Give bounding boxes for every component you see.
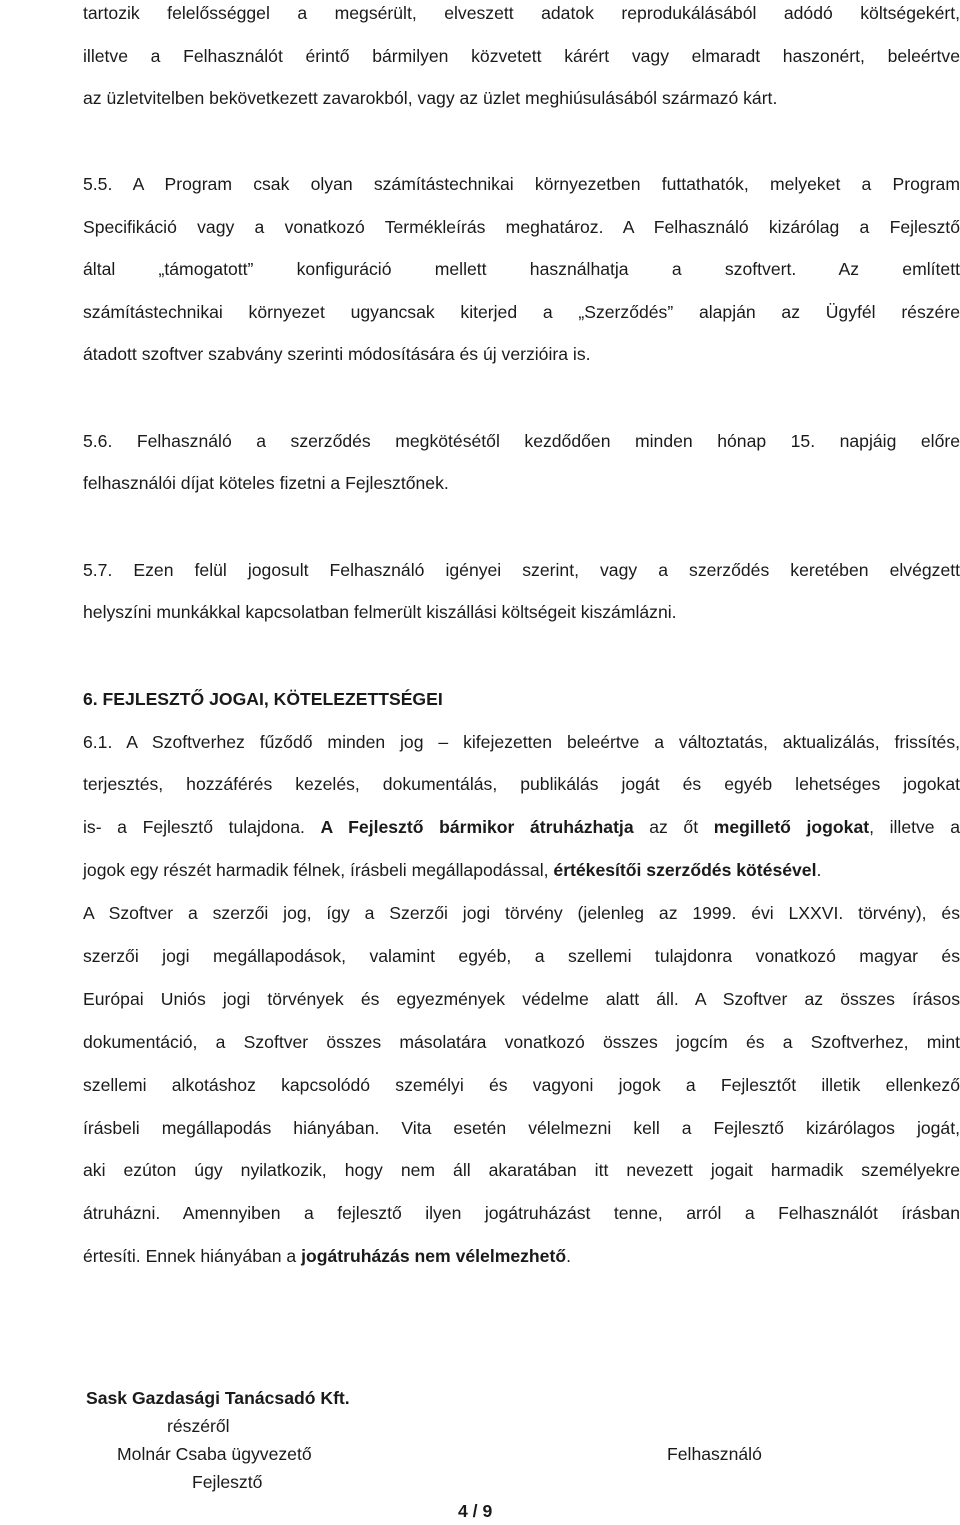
section-6-1-line: terjesztés, hozzáférés kezelés, dokumentálás, publikálás jogát és egyéb lehetséges jogokat (83, 774, 960, 794)
section-5-5-line: által „támogatott” konfiguráció mellett használhatja a szoftvert. Az említett (83, 259, 960, 279)
bold-span: A Fejlesztő bármikor átruházhatja (320, 817, 634, 837)
section-5-5-line: 5.5. A Program csak olyan számítástechnikai környezetben futtathatók, melyeket a Program (83, 174, 960, 194)
section-5-5-line: Specifikáció vagy a vonatkozó Termékleírás meghatároz. A Felhasználó kizárólag a Fejlesztő (83, 217, 960, 237)
text-span: is- a Fejlesztő tulajdona. (83, 817, 321, 837)
section-6-1-line: A Szoftver a szerzői jog, így a Szerzői jogi törvény (jelenleg az 1999. évi LXXVI. törvény), és (83, 903, 960, 923)
text-span: . (566, 1246, 571, 1266)
section-6-1-line (83, 816, 960, 838)
section-6-1-line: átruházni. Amennyiben a fejlesztő ilyen jogátruházást tenne, arról a Felhasználót írásban (83, 1203, 960, 1223)
section-5-5-line: számítástechnikai környezet ugyancsak kiterjed a „Szerződés” alapján az Ügyfél részére (83, 302, 960, 322)
bold-span: megillető jogokat (713, 817, 870, 837)
signature-role-developer: Fejlesztő (192, 1472, 263, 1492)
page-number: 4 / 9 (458, 1501, 493, 1521)
section-6-heading: 6. FEJLESZTŐ JOGAI, KÖTELEZETTSÉGEI (83, 689, 443, 709)
section-5-7-line: helyszíni munkákkal kapcsolatban felmerült kiszállási költségeit kiszámlázni. (83, 602, 677, 622)
text-line: tartozik felelősséggel a megsérült, elveszett adatok reprodukálásából adódó költségekért, (83, 3, 960, 23)
section-5-7-line: 5.7. Ezen felül jogosult Felhasználó igényei szerint, vagy a szerződés keretében elvégzett (83, 560, 960, 580)
signature-company: Sask Gazdasági Tanácsadó Kft. (86, 1388, 350, 1408)
section-6-1-line (83, 859, 960, 881)
bold-span: értékesítői szerződés kötésével (553, 860, 817, 880)
text-span: , illetve a (869, 817, 960, 837)
section-6-1-line: 6.1. A Szoftverhez fűződő minden jog – kifejezetten beleértve a változtatás, aktualizálás, frissítés, (83, 732, 960, 752)
section-6-1-line: szerzői jogi megállapodások, valamint egyéb, a szellemi tulajdonra vonatkozó magyar és (83, 946, 960, 966)
section-5-6-line: 5.6. Felhasználó a szerződés megkötésétől kezdődően minden hónap 15. napjáig előre (83, 431, 960, 451)
text-span: az őt (633, 817, 714, 837)
text-span: jogok egy részét harmadik félnek, írásbeli megállapodással, (83, 860, 554, 880)
section-6-1-line (83, 1245, 960, 1267)
section-5-5-line: átadott szoftver szabvány szerinti módosítására és új verzióira is. (83, 344, 591, 364)
text-line: illetve a Felhasználót érintő bármilyen közvetett kárért vagy elmaradt haszonért, beleértve (83, 46, 960, 66)
signature-on-behalf: részéről (167, 1416, 230, 1436)
bold-span: jogátruházás nem vélelmezhető (301, 1246, 567, 1266)
signature-signer: Molnár Csaba ügyvezető (117, 1444, 312, 1464)
text-line: az üzletvitelben bekövetkezett zavarokból, vagy az üzlet meghiúsulásából származó kárt. (83, 88, 778, 108)
section-6-1-line: aki ezúton úgy nyilatkozik, hogy nem áll akaratában itt nevezett jogait harmadik személyekre (83, 1160, 960, 1180)
signature-role-user: Felhasználó (667, 1444, 762, 1464)
section-6-1-line: Európai Uniós jogi törvények és egyezmények védelme alatt áll. A Szoftver az összes írásos (83, 989, 960, 1009)
section-6-1-line: dokumentáció, a Szoftver összes másolatára vonatkozó összes jogcím és a Szoftverhez, mint (83, 1032, 960, 1052)
text-span: . (816, 860, 822, 880)
text-span: értesíti. Ennek hiányában a (83, 1246, 302, 1266)
section-5-6-line: felhasználói díjat köteles fizetni a Fejlesztőnek. (83, 473, 449, 493)
section-6-1-line: írásbeli megállapodás hiányában. Vita esetén vélelmezni kell a Fejlesztő kizárólagos jogát, (83, 1118, 960, 1138)
section-6-1-line: szellemi alkotáshoz kapcsolódó személyi és vagyoni jogok a Fejlesztőt illetik ellenkező (83, 1075, 960, 1095)
